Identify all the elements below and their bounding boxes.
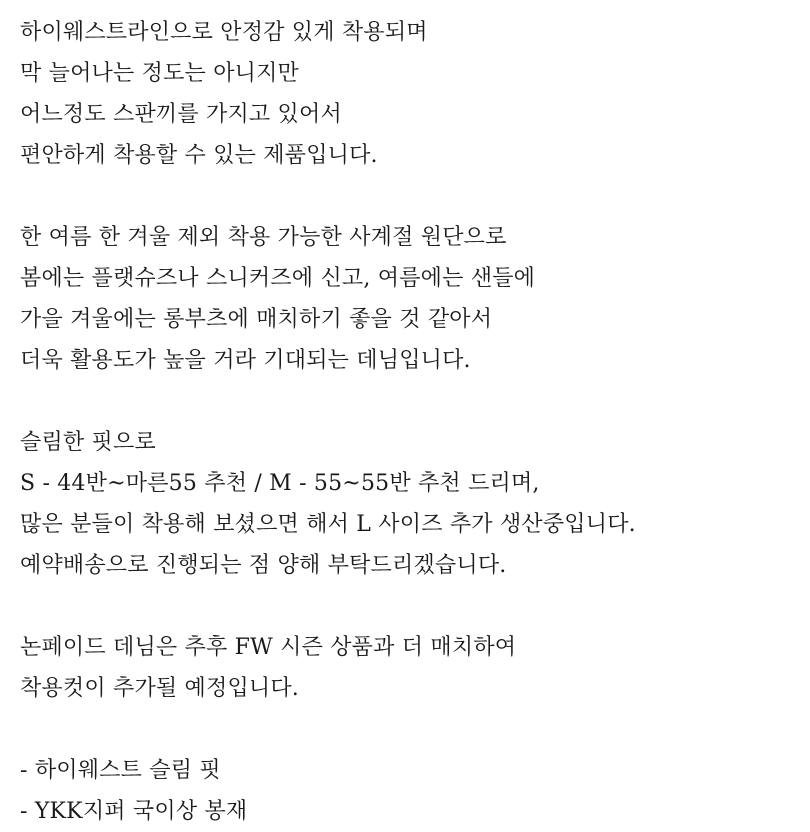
text-line: 봄에는 플랫슈즈나 스니커즈에 신고, 여름에는 샌들에 (20, 266, 536, 291)
text-line: 하이웨스트라인으로 안정감 있게 착용되며 (20, 20, 428, 45)
text-line: 더욱 활용도가 높을 거라 기대되는 데님입니다. (20, 348, 471, 373)
text-line: 한 여름 한 겨울 제외 착용 가능한 사계절 원단으로 (20, 225, 507, 250)
text-line: - YKK지퍼 국이상 봉재 (20, 799, 248, 824)
text-line: 예약배송으로 진행되는 점 양해 부탁드리겠습니다. (20, 553, 507, 578)
text-line: - 하이웨스트 슬림 핏 (20, 758, 221, 783)
text-line: 많은 분들이 착용해 보셨으면 해서 L 사이즈 추가 생산중입니다. (20, 512, 636, 537)
text-line: 막 늘어나는 정도는 아니지만 (20, 61, 300, 86)
text-line: 착용컷이 추가될 예정입니다. (20, 676, 300, 701)
text-line: 어느정도 스판끼를 가지고 있어서 (20, 102, 342, 127)
text-line: S - 44반~마른55 추천 / M - 55~55반 추천 드리며, (20, 471, 540, 496)
text-line: 논페이드 데님은 추후 FW 시즌 상품과 더 매치하여 (20, 635, 517, 660)
text-line: 편안하게 착용할 수 있는 제품입니다. (20, 143, 378, 168)
text-line: 가을 겨울에는 롱부츠에 매치하기 좋을 것 같아서 (20, 307, 493, 332)
text-line: 슬림한 핏으로 (20, 430, 156, 455)
